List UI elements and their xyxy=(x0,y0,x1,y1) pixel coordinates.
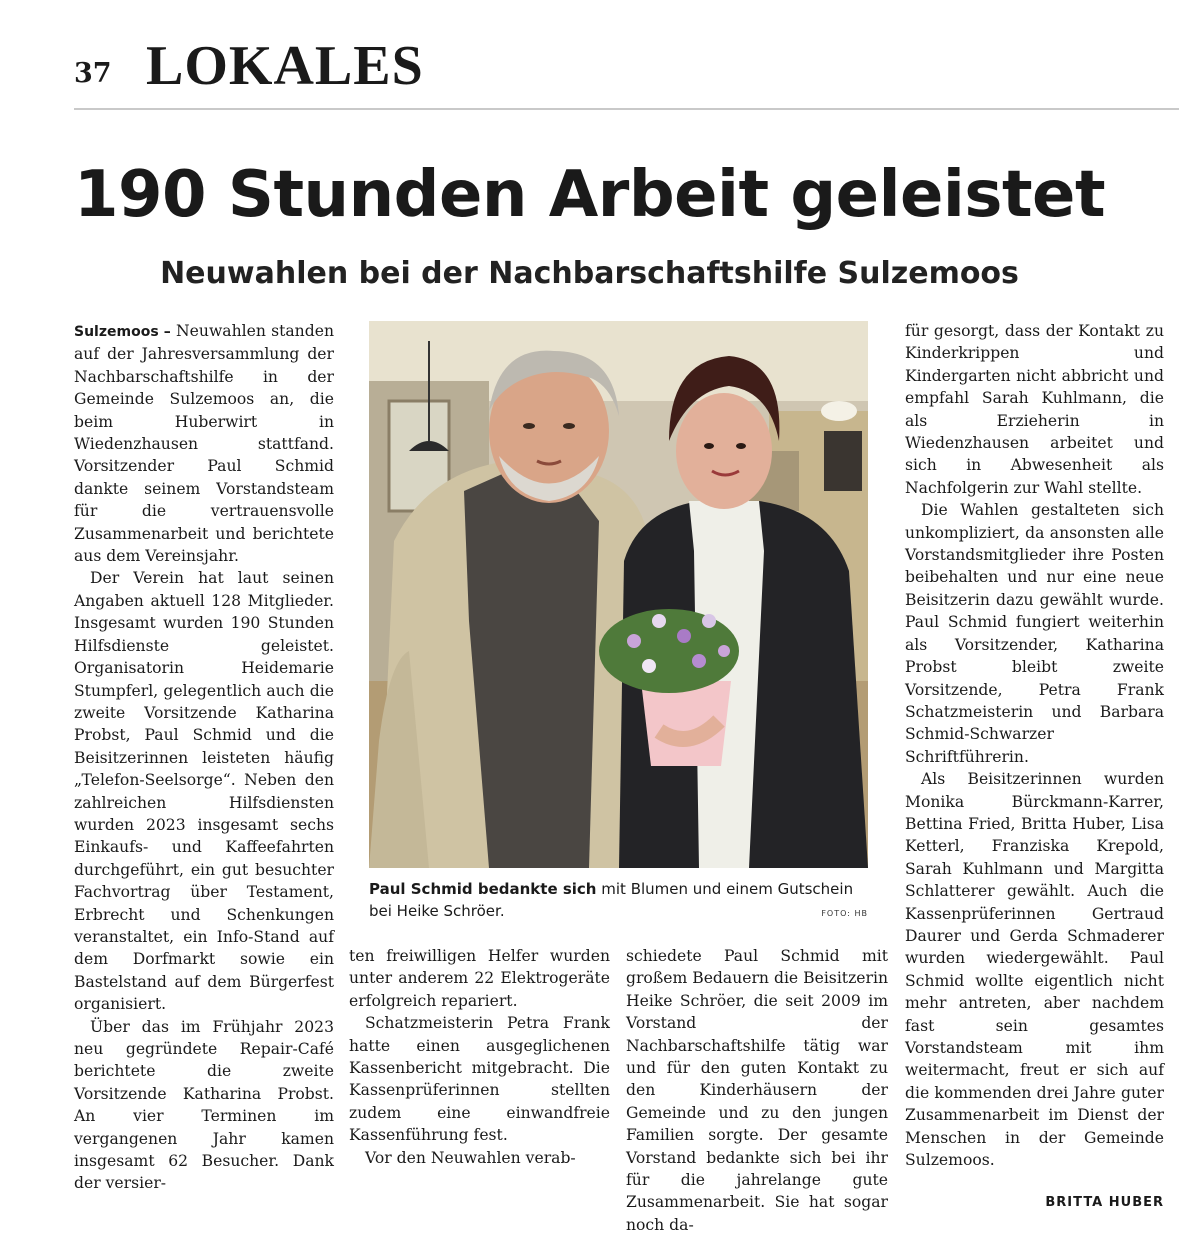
article-subheadline: Neuwahlen bei der Nachbarschaftshilfe Sulzemoos xyxy=(160,256,1019,291)
paragraph: Die Wahlen gestalteten sich unkompliziert, da ansonsten alle Vorstandsmitglieder ihre Posten beibehalten und nur eine neue Beisitzerin dazu gewählt wurde. Paul Schmid fungiert weiterhin als Vorsitzender, Katharina Probst bleibt zweite Vorsitzende, Petra Frank Schatzmeisterin und Barbara Schmid-Schwarzer Schriftführerin. xyxy=(905,501,1164,766)
text-column-1 xyxy=(74,320,334,1195)
article-photo xyxy=(369,321,868,868)
paragraph xyxy=(74,320,334,567)
photo-caption xyxy=(369,878,868,922)
article-author: BRITTA HUBER xyxy=(1045,1195,1164,1210)
text-column-4 xyxy=(905,320,1164,1171)
paragraph-text: Neuwahlen standen auf der Jahresversammlung der Nachbarschaftshilfe in der Gemeinde Sulzemoos an, die beim Huberwirt in Wiedenzhausen stattfand. Vorsitzender Paul Schmid dankte seinem Vorstandsteam für die vertrauensvolle Zusammenarbeit und berichtete aus dem Vereinsjahr. xyxy=(74,322,334,566)
text-column-2 xyxy=(349,945,610,1169)
page-number: 37 xyxy=(74,58,112,89)
paragraph: ten freiwilligen Helfer wurden unter anderem 22 Elektrogeräte erfolgreich repariert. xyxy=(349,947,610,1010)
paragraph: Der Verein hat laut seinen Angaben aktuell 128 Mitglieder. Insgesamt wurden 190 Stunden Hilfsdienste geleistet. Organisatorin Heidemarie Stumpferl, gelegentlich auch die zweite Vorsitzende Katharina Probst, Paul Schmid und die Beisitzerinnen leisteten häufig „Telefon-Seelsorge“. Neben den zahlreichen Hilfsdiensten wurden 2023 insgesamt sechs Einkaufs- und Kaffeefahrten durchgeführt, ein gut besuchter Fachvortrag über Testament, Erbrecht und Schenkungen veranstaltet, ein Info-Stand auf dem Dorfmarkt sowie ein Bastelstand auf dem Bürgerfest organisiert. xyxy=(74,569,334,1014)
photo-credit: FOTO: HB xyxy=(821,909,868,918)
paragraph: für gesorgt, dass der Kontakt zu Kinderkrippen und Kindergarten nicht abbricht und empfahl Sarah Kuhlmann, die als Erzieherin in Wiedenzhausen arbeitet und sich in Abwesenheit als Nachfolgerin zur Wahl stellte. xyxy=(905,322,1164,497)
caption-text: mit Blumen und einem Gutschein bei Heike Schröer. xyxy=(369,880,854,920)
dateline: Sulzemoos – xyxy=(74,324,171,340)
section-title: LOKALES xyxy=(146,35,424,97)
paragraph: Über das im Frühjahr 2023 neu gegründete Repair-Café berichtete die zweite Vorsitzende Katharina Probst. An vier Terminen im vergangenen Jahr kamen insgesamt 62 Besucher. Dank der versier- xyxy=(74,1017,334,1193)
paragraph: schiedete Paul Schmid mit großem Bedauern die Beisitzerin Heike Schröer, die seit 2009 im Vorstand der Nachbarschaftshilfe tätig war und für den guten Kontakt zu den Kinderhäusern der Gemeinde und zu den jungen Familien sorgte. Der gesamte Vorstand bedankte sich bei ihr für die jahrelange gute Zusammenarbeit. Sie hat sogar noch da- xyxy=(626,947,888,1234)
photo-image xyxy=(369,321,868,868)
paragraph: Als Beisitzerinnen wurden Monika Bürckmann-Karrer, Bettina Fried, Britta Huber, Lisa Ketterl, Franziska Krepold, Sarah Kuhlmann und Margitta Schlatterer gewählt. Auch die Kassenprüferinnen Gertraud Daurer und Gerda Schmaderer wurden wiedergewählt. Paul Schmid wollte eigentlich nicht mehr antreten, aber nachdem fast sein gesamtes Vorstandsteam mit ihm weitermacht, freut er sich auf die kommenden drei Jahre guter Zusammenarbeit im Dienst der Menschen in der Gemeinde Sulzemoos. xyxy=(905,770,1164,1170)
article-headline: 190 Stunden Arbeit geleistet xyxy=(73,158,1106,232)
paragraph: Schatzmeisterin Petra Frank hatte einen ausgeglichenen Kassenbericht mitgebracht. Die Kassenprüferinnen stellten zudem eine einwandfreie Kassenführung fest. xyxy=(349,1014,610,1145)
paragraph: Vor den Neuwahlen verab- xyxy=(365,1148,576,1167)
page-header xyxy=(74,28,1179,110)
caption-lead: Paul Schmid bedankte sich xyxy=(369,880,597,898)
text-column-3 xyxy=(626,945,888,1236)
